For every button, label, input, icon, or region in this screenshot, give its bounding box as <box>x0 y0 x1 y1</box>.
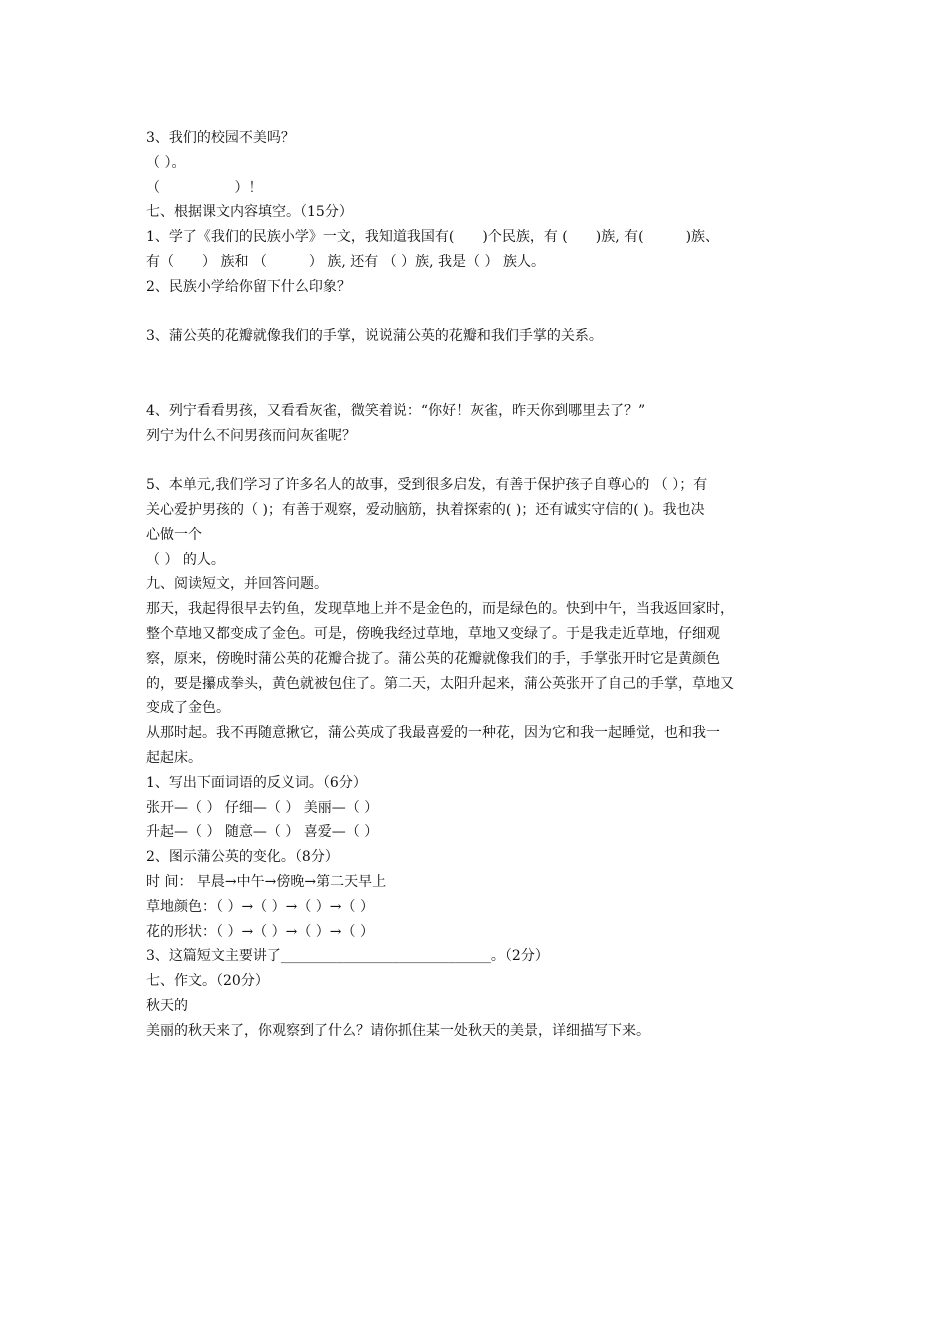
reading-2-title: 2、图示蒲公英的变化。（8分） <box>146 849 339 866</box>
passage-line-3: 察，原来，傍晚时蒲公英的花瓣合拢了。蒲公英的花瓣就像我们的手，手掌张开时它是黄颜色 <box>146 650 720 667</box>
reading-2-flower-shape: 花的形状：（ ）→（ ）→（ ）→（ ） <box>146 923 374 940</box>
reading-1-row-a: 张开—（ ） 仔细—（ ） 美丽—（ ） <box>146 799 379 816</box>
passage-line-5: 变成了金色。 <box>146 700 230 717</box>
question-3-title: 3、我们的校园不美吗？ <box>146 130 295 146</box>
passage-line-4: 的，要是攥成拳头，黄色就被包住了。第二天，太阳升起来，蒲公英张开了自己的手掌，草地又 <box>146 675 734 692</box>
essay-prompt: 美丽的秋天来了，你观察到了什么？请你抓住某一处秋天的美景，详细描写下来。 <box>146 1022 650 1039</box>
exam-page <box>146 126 814 1043</box>
fill-4-line-a: 4、列宁看看男孩，又看看灰雀，微笑着说：“你好！灰雀，昨天你到哪里去了？” <box>146 402 646 419</box>
fill-3: 3、蒲公英的花瓣就像我们的手掌，说说蒲公英的花瓣和我们手掌的关系。 <box>146 328 603 345</box>
reading-3: 3、这篇短文主要讲了______________________________。（2分） <box>146 948 549 965</box>
fill-5-line-b: 关心爱护男孩的（ )；有善于观察，爱动脑筋，执着探索的( )；还有诚实守信的( )。我也决 <box>146 501 705 518</box>
fill-1-line-a: 1、学了《我们的民族小学》一文，我知道我国有( )个民族，有 ( )族, 有( )族、 <box>146 229 720 246</box>
question-3-answer-b: （ ）！ <box>146 179 263 196</box>
fill-5-line-c: 心做一个 <box>146 526 202 543</box>
passage-line-7: 起起床。 <box>146 749 202 766</box>
fill-2: 2、民族小学给你留下什么印象？ <box>146 278 351 295</box>
passage-line-1: 那天，我起得很早去钓鱼，发现草地上并不是金色的，而是绿色的。快到中午，当我返回家时， <box>146 601 734 618</box>
passage-line-6: 从那时起。我不再随意揪它，蒲公英成了我最喜爱的一种花，因为它和我一起睡觉，也和我一 <box>146 725 720 742</box>
fill-1-line-b: 有（ ） 族和 （ ） 族, 还有 （ ）族, 我是（ ） 族人。 <box>146 253 545 270</box>
section-7-title: 七、根据课文内容填空。（15分） <box>146 204 353 221</box>
reading-2-time: 时 间： 早晨→中午→傍晚→第二天早上 <box>146 873 387 890</box>
passage-line-2: 整个草地又都变成了金色。可是，傍晚我经过草地，草地又变绿了。于是我走近草地，仔细观 <box>146 625 720 642</box>
reading-1-row-b: 升起—（ ） 随意—（ ） 喜爱—（ ） <box>146 824 379 841</box>
question-3-answer-a: （ ）。 <box>146 154 186 171</box>
fill-5-line-a: 5、本单元,我们学习了许多名人的故事，受到很多启发，有善于保护孩子自尊心的 （ ）；有 <box>146 477 708 494</box>
section-composition-title: 七、作文。（20分） <box>146 973 269 990</box>
fill-4-line-b: 列宁为什么不问男孩而问灰雀呢？ <box>146 427 356 444</box>
essay-title: 秋天的 <box>146 997 188 1014</box>
section-9-title: 九、阅读短文，并回答问题。 <box>146 576 328 593</box>
fill-5-line-d: （ ） 的人。 <box>146 551 225 568</box>
reading-1-title: 1、写出下面词语的反义词。（6分） <box>146 774 367 791</box>
reading-2-grass-color: 草地颜色：（ ）→（ ）→（ ）→（ ） <box>146 898 374 915</box>
